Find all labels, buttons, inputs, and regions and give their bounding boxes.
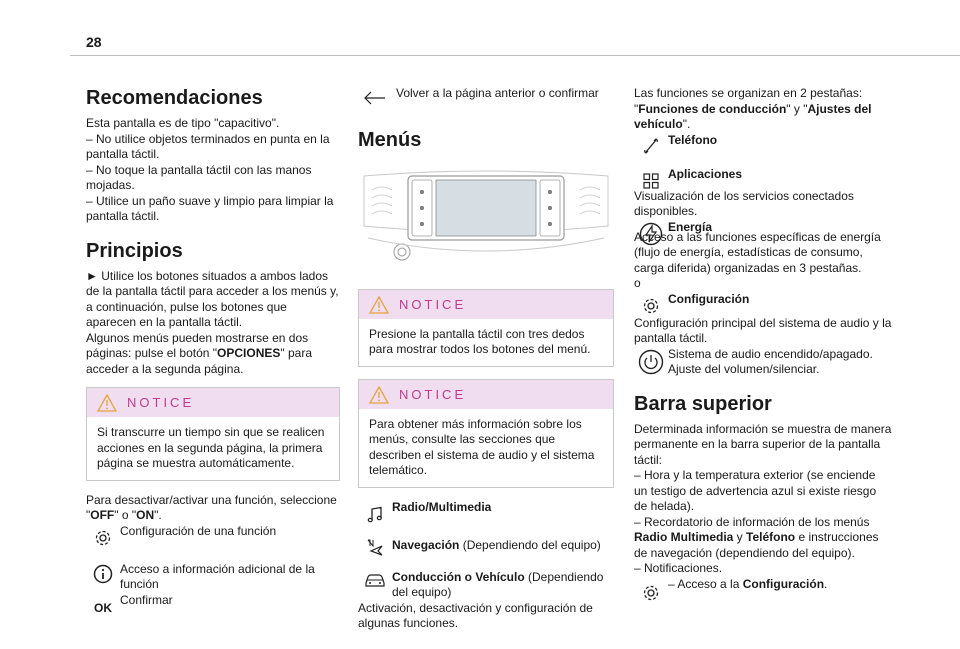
notice-label: NOTICE	[127, 395, 195, 411]
notice-header	[87, 388, 339, 417]
phone-label: Teléfono	[668, 132, 718, 147]
warning-triangle-icon	[369, 296, 389, 314]
text-run: " para acceder a la segunda página.	[86, 346, 313, 376]
driving-label: Conducción o Vehículo	[392, 569, 525, 584]
navigation-label: Navegación	[392, 537, 460, 552]
car-icon	[364, 572, 386, 588]
navigation-arrow-icon	[366, 538, 384, 556]
header-rule	[70, 55, 960, 56]
text-run: e instrucciones de navegación (dependiendo del equipo).	[634, 530, 879, 560]
radio-multimedia-ref: Radio Multimedia	[634, 530, 734, 544]
principles-paragraph-1: ► Utilice los botones situados a ambos lados de la pantalla táctil para acceder a los menús y, a continuación, pulse los botones que aparecen en la pantalla táctil.	[86, 268, 339, 329]
principles-heading: Principios	[86, 239, 183, 262]
text-run: – Acceso a la	[668, 576, 743, 591]
column-2	[358, 86, 614, 632]
column-1	[86, 86, 340, 616]
text-run: ".	[682, 117, 691, 131]
top-bar-item-1: – Hora y la temperatura exterior (se enciende un testigo de advertencia azul si existe riesgo de helada).	[634, 468, 877, 513]
options-button-ref: OPCIONES	[217, 346, 281, 360]
notice-header	[359, 290, 613, 319]
info-icon	[93, 564, 113, 584]
text-run: Las funciones se organizan en 2 pestañas: "	[634, 86, 863, 116]
driving-row	[358, 570, 614, 601]
driving-description: Activación, desactivación y configuración de algunas funciones.	[358, 600, 593, 630]
config-label: Configuración	[668, 291, 750, 306]
notice-text: Si transcurre un tiempo sin que se realicen acciones en la segunda página, la primera página se muestra automáticamente.	[97, 425, 325, 470]
toggle-instructions	[86, 493, 340, 524]
driving-text	[392, 570, 614, 601]
energy-label: Energía	[668, 219, 713, 234]
page-number: 28	[86, 34, 102, 50]
config-description: Configuración principal del sistema de audio y la pantalla táctil.	[634, 315, 892, 345]
radio-row	[358, 500, 614, 524]
notice-label: NOTICE	[399, 296, 467, 312]
config-function-text: Configuración de una función	[120, 523, 277, 538]
gear-icon	[641, 583, 661, 603]
text-run: " y "	[786, 101, 808, 116]
phone-ref: Teléfono	[746, 530, 796, 544]
energy-description-text: Acceso a las funciones específicas de energía (flujo de energía, estadísticas de consumo, carga diferida) organizadas en 3 pestañas.	[634, 229, 881, 275]
ok-label: OK	[94, 600, 112, 615]
warning-triangle-icon	[369, 386, 389, 404]
audio-volume-text: Ajuste del volumen/silenciar.	[668, 362, 820, 376]
top-bar-item-4	[668, 577, 892, 593]
rec-line-1: Esta pantalla es de tipo "capacitivo".	[86, 116, 280, 130]
audio-power-text: Sistema de audio encendido/apagado.	[668, 346, 873, 361]
config-ref: Configuración	[742, 576, 825, 591]
text-run: – Recordatorio de información de los menús	[634, 514, 870, 529]
or-text: o	[634, 276, 641, 290]
gear-icon	[93, 528, 113, 548]
text-run: (Dependiendo del equipo)	[392, 569, 604, 599]
text-run: Algunos menús pueden mostrarse en dos páginas: pulse el botón "	[86, 330, 309, 360]
info-function-text: Acceso a información adicional de la función	[120, 561, 315, 591]
rec-line-2: – No utilice objetos terminados en punta en la pantalla táctil.	[86, 131, 330, 161]
navigation-row	[358, 538, 614, 556]
top-bar-heading: Barra superior	[634, 392, 772, 415]
apps-text	[668, 167, 892, 183]
on-label: ON	[136, 508, 155, 522]
radio-label: Radio/Multimedia	[392, 499, 492, 514]
principles-paragraph-2	[86, 331, 340, 378]
tabs-intro	[634, 86, 892, 133]
text-run: Para desactivar/activar una función, seleccione "	[86, 492, 337, 522]
gear-icon	[641, 296, 661, 316]
apps-description: Visualización de los servicios conectados disponibles.	[634, 188, 854, 218]
text-run: " o "	[114, 508, 137, 522]
rec-line-3: – No toque la pantalla táctil con las manos mojadas.	[86, 162, 312, 192]
rec-line-4: – Utilice un paño suave y limpio para limpiar la pantalla táctil.	[86, 193, 334, 223]
top-bar-intro: Determinada información se muestra de manera permanente en la barra superior de la pantalla táctil:	[634, 421, 892, 467]
text-run: .	[824, 576, 828, 591]
apps-label: Aplicaciones	[668, 166, 743, 181]
notice-box	[86, 387, 340, 481]
info-function-row	[86, 562, 340, 593]
confirm-text: Confirmar	[120, 592, 173, 607]
menus-heading: Menús	[358, 129, 422, 151]
navigation-text	[392, 538, 614, 554]
notice-text: Presione la pantalla táctil con tres dedos para mostrar todos los botones del menú.	[369, 326, 591, 356]
recommendations-heading: Recomendaciones	[86, 87, 263, 109]
phone-icon	[642, 137, 660, 155]
notice-label: NOTICE	[399, 386, 467, 402]
audio-row	[634, 347, 892, 378]
back-text: Volver a la página anterior o confirmar	[396, 86, 599, 100]
notice-text: Para obtener más información sobre los menús, consulte las secciones que describen el sistema de audio y el sistema telemático.	[369, 416, 595, 477]
music-note-icon	[366, 506, 384, 524]
power-knob-icon	[638, 349, 664, 375]
top-bar-item-2	[634, 515, 892, 562]
notice-box-1	[358, 289, 614, 367]
phone-row	[634, 133, 892, 155]
tab-label-vehicle-settings: Ajustes del vehículo	[634, 101, 872, 131]
warning-triangle-icon	[97, 394, 117, 412]
text-run: y	[733, 530, 747, 544]
apps-grid-icon	[643, 173, 659, 189]
tab-label-driving-functions: Funciones de conducción	[638, 101, 787, 116]
text-run: (Dependiendo del equipo)	[459, 537, 601, 552]
config-row	[634, 292, 892, 316]
column-3	[634, 86, 892, 603]
config-text	[668, 292, 892, 308]
apps-row	[634, 167, 892, 189]
confirm-row	[86, 593, 340, 617]
config-function-row	[86, 524, 340, 548]
top-bar-item-3: – Notificaciones.	[634, 561, 723, 575]
touchscreen-illustration	[358, 168, 614, 268]
notice-header	[359, 380, 613, 409]
back-arrow-icon	[363, 90, 387, 106]
audio-text	[668, 347, 892, 378]
off-label: OFF	[90, 508, 115, 522]
top-bar-item-4-row	[634, 577, 892, 603]
notice-box-2	[358, 379, 614, 488]
text-run: ".	[154, 508, 162, 522]
back-row	[358, 86, 614, 106]
